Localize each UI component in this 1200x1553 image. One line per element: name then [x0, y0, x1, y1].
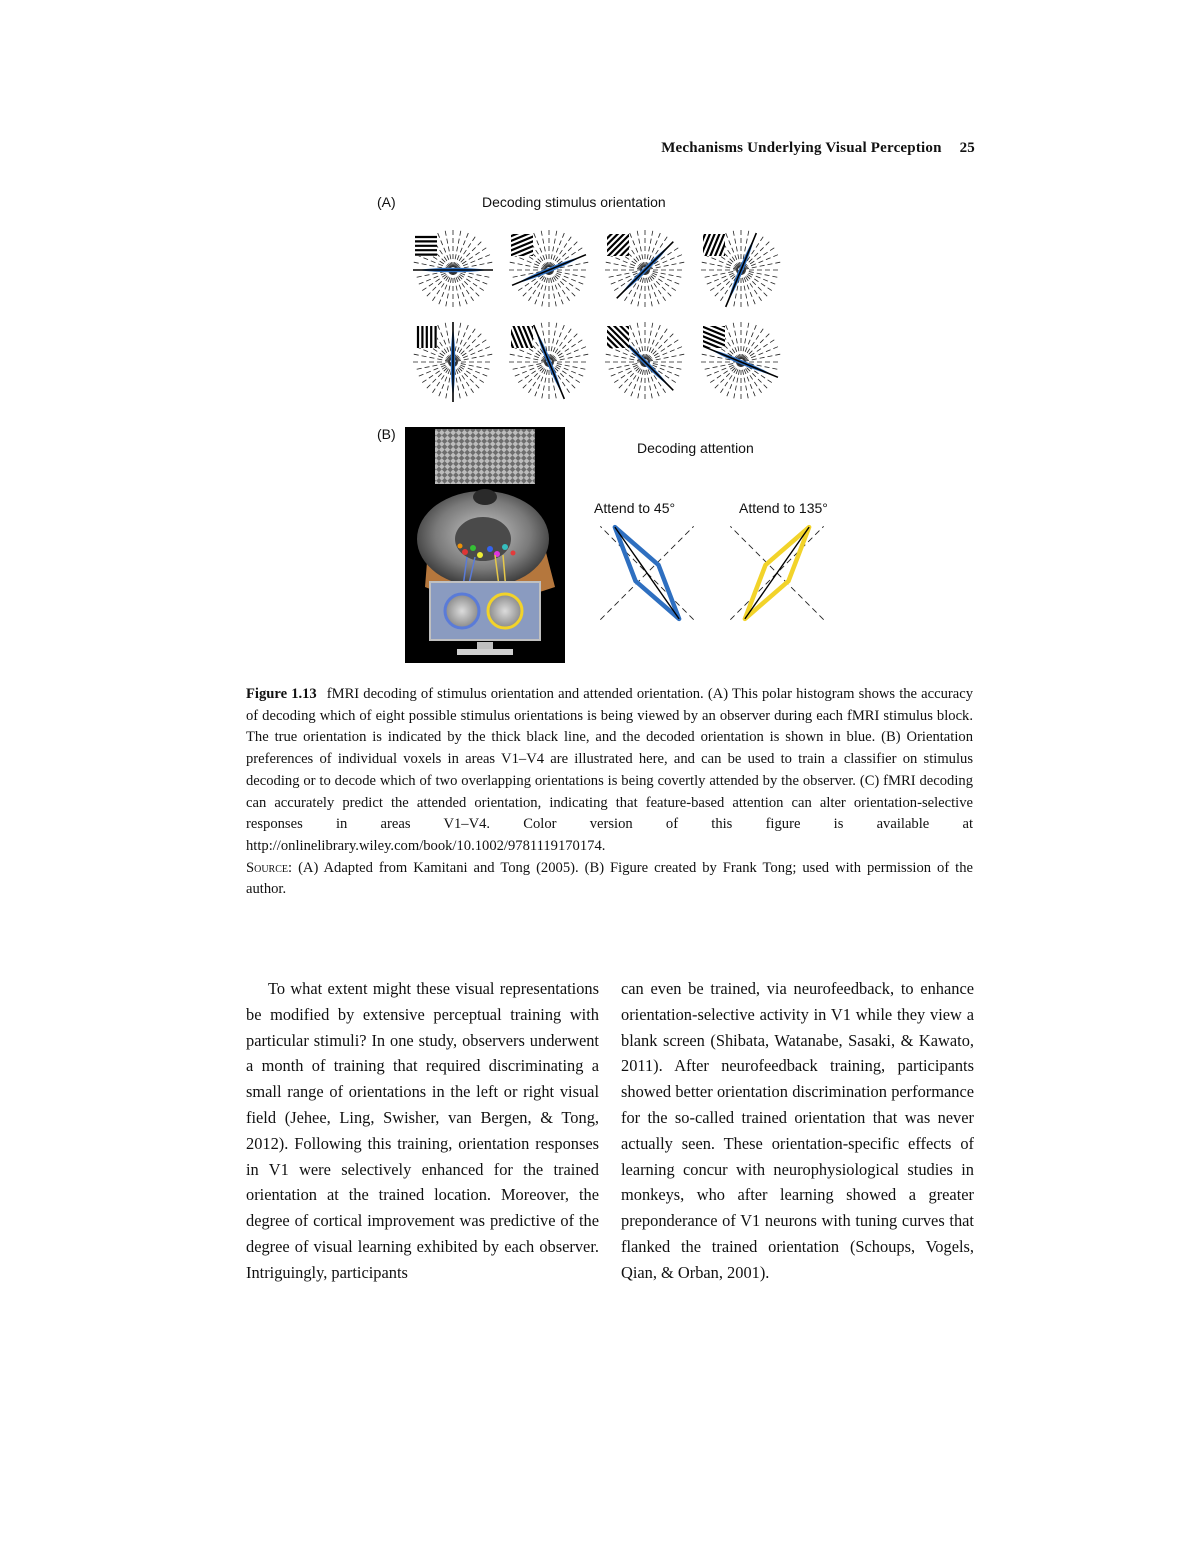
- grating-stimulus-icon: [405, 297, 453, 377]
- panel-a-title: Decoding stimulus orientation: [482, 194, 666, 210]
- polar-histogram: [405, 225, 493, 310]
- polar-histogram: [569, 289, 685, 402]
- body-right-column: can even be trained, via neurofeedback, to enhance orientation-selective activity in V1 while they view a blank screen (Shibata, Watanabe, Sasaki, & Kawato, 2011). After neurofeedback training, participants showed better orientation discrimination performance for the so-called trained orientation that was never actually seen. These orientation-specific effects of learning concur with neurophysiological studies in monkeys, who after learning showed a greater preponderance of V1 neurons with tuning curves that flanked the trained orientation (Schoups, Vogels, Qian, & Orban, 2001).: [621, 979, 974, 1282]
- polar-histogram: [474, 225, 589, 310]
- panel-b-label: (B): [377, 426, 396, 442]
- panel-b-title: Decoding attention: [637, 440, 754, 456]
- attend-45-plot: [600, 526, 693, 619]
- caption-text: fMRI decoding of stimulus orientation and attended orientation. (A) This polar histogram shows the accuracy of decoding which of eight possible stimulus orientations is being viewed by an observer during each fMRI stimulus block. The true orientation is indicated by the thick black line, and the decoded orientation is shown in blue. (B) Orientation preferences of individual voxels in areas V1–V4 are illustrated here, and can be used to train a classifier on stimulus decoding or to decode which of two overlapping orientations is being covertly attended by the observer. (C) fMRI decoding can accurately predict the attended orientation, indicating that feature-based attention can alter orientation-selective responses in areas V1–V4. Color version of this figure is available at http://onlinelibrary.wiley.com/book/10.1002/9781119170174.: [246, 686, 973, 854]
- running-head: [600, 140, 975, 157]
- attend-45-label: Attend to 45°: [594, 500, 676, 516]
- polar-histogram: [671, 225, 781, 310]
- polar-histogram: [405, 297, 493, 402]
- attend-135-plot: [730, 526, 823, 619]
- panel-a-label: (A): [377, 194, 396, 210]
- source-text: (A) Adapted from Kamitani and Tong (2005). (B) Figure created by Frank Tong; used with permission of the author.: [246, 859, 973, 898]
- polar-histogram: [479, 290, 589, 402]
- figure-label: Figure 1.13: [246, 686, 317, 702]
- source-label: Source:: [246, 859, 293, 876]
- body-left-column: To what extent might these visual representations be modified by extensive perceptual training with particular stimuli? In one study, observers underwent a month of training that required discriminating a small range of orientations in the left or right visual field (Jehee, Ling, Swisher, van Bergen, & Tong, 2012). Following this training, orientation responses in V1 were selectively enhanced for the trained orientation at the trained location. Moreover, the degree of cortical improvement was predictive of the degree of visual learning exhibited by each observer. Intriguingly, participants: [246, 979, 599, 1282]
- polar-histogram-grid: [405, 225, 790, 405]
- brain-mri-image: [405, 427, 565, 663]
- polar-histogram: [666, 297, 781, 402]
- figure-caption: [246, 684, 973, 901]
- attention-decoding-plots: [585, 515, 845, 635]
- grating-stimulus-icon: [479, 290, 562, 386]
- running-title: Mechanisms Underlying Visual Perception: [661, 140, 942, 156]
- attend-135-label: Attend to 135°: [739, 500, 828, 516]
- page-number: 25: [959, 140, 975, 156]
- polar-histogram: [569, 225, 685, 310]
- grating-stimulus-icon: [569, 289, 666, 386]
